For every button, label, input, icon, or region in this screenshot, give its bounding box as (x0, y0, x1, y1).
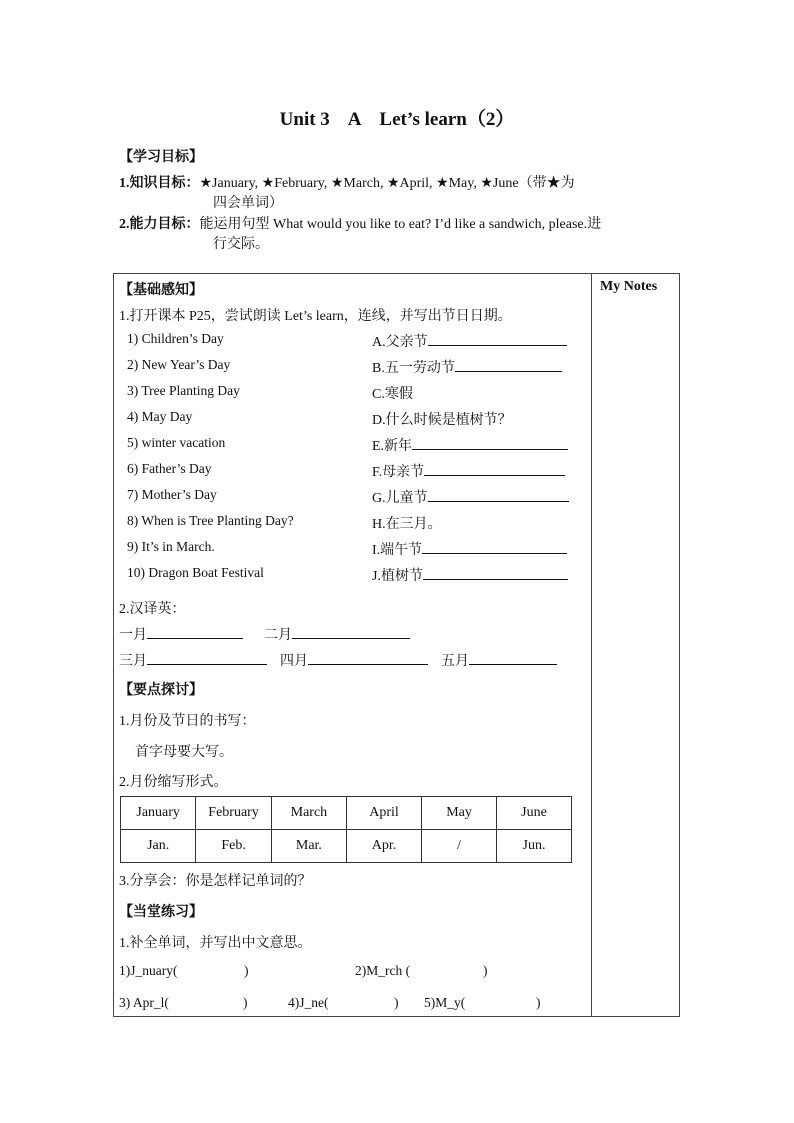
section-key-points-heading: 【要点探讨】 (119, 683, 203, 698)
translate-item: 一月 (119, 624, 243, 644)
table-cell: March (271, 797, 346, 830)
month-abbreviation-table (120, 796, 572, 863)
list-item: 1) Children’s Day (127, 331, 224, 346)
translate-item: 三月 (119, 650, 267, 670)
table-cell: Jan. (121, 830, 196, 863)
table-cell: April (347, 797, 422, 830)
knowledge-goal (119, 172, 575, 192)
answer-blank[interactable] (308, 650, 428, 665)
close-paren: ) (536, 995, 541, 1010)
notes-divider (591, 273, 592, 1017)
list-item: 10) Dragon Boat Festival (127, 565, 264, 580)
knowledge-goal-text: ★January, ★February, ★March, ★April, ★May, ★June（带★为 (199, 176, 575, 191)
list-item: 4) May Day (127, 409, 193, 424)
table-cell: June (497, 797, 572, 830)
knowledge-goal-text-line2: 四会单词） (213, 196, 283, 211)
section-basic-instruction: 1.打开课本 P25，尝试朗读 Let’s learn，连线，并写出节日日期。 (119, 309, 512, 324)
knowledge-goal-label: 1.知识目标： (119, 176, 200, 191)
list-item: J.植树节 (372, 565, 568, 585)
answer-blank[interactable] (469, 650, 557, 665)
answer-blank[interactable] (428, 487, 569, 502)
list-item: H.在三月。 (372, 517, 442, 532)
list-item: 7) Mother’s Day (127, 487, 217, 502)
table-cell: Feb. (196, 830, 271, 863)
list-item: B.五一劳动节 (372, 357, 562, 377)
ability-goal-label: 2.能力目标： (119, 217, 200, 232)
page-title: Unit 3 A Let’s learn（2） (279, 109, 515, 130)
answer-blank[interactable] (428, 331, 567, 346)
ability-goal (119, 213, 601, 233)
practice-item: 2)M_rch ( (355, 963, 411, 978)
key-point-1-detail: 首字母要大写。 (135, 745, 233, 760)
table-cell: Jun. (497, 830, 572, 863)
list-item: F.母亲节 (372, 461, 565, 481)
table-row (121, 797, 572, 830)
list-item: A.父亲节 (372, 331, 567, 351)
list-item: C.寒假 (372, 387, 413, 402)
key-point-3: 3.分享会：你是怎样记单词的？ (119, 874, 312, 889)
close-paren: ) (483, 963, 488, 978)
answer-blank[interactable] (412, 435, 568, 450)
close-paren: ) (244, 963, 249, 978)
my-notes-label: My Notes (600, 279, 658, 294)
list-item: 8) When is Tree Planting Day? (127, 513, 294, 528)
list-item: G.儿童节 (372, 487, 569, 507)
list-item: I.端午节 (372, 539, 567, 559)
ability-goal-text: 能运用句型 What would you like to eat? I’d like a sandwich, please.进 (199, 217, 602, 232)
section-practice-heading: 【当堂练习】 (119, 905, 203, 920)
practice-item: 3) Apr_l( (119, 995, 169, 1010)
list-item: D.什么时候是植树节？ (372, 413, 512, 428)
list-item: 2) New Year’s Day (127, 357, 231, 372)
table-cell: February (196, 797, 271, 830)
answer-blank[interactable] (147, 650, 267, 665)
table-cell: / (422, 830, 497, 863)
answer-blank[interactable] (422, 539, 567, 554)
list-item: 5) winter vacation (127, 435, 226, 450)
translate-heading: 2.汉译英： (119, 602, 186, 617)
table-cell: January (121, 797, 196, 830)
practice-item: 1)J_nuary( (119, 963, 178, 978)
translate-item: 二月 (264, 624, 410, 644)
practice-instruction: 1.补全单词，并写出中文意思。 (119, 936, 312, 951)
answer-blank[interactable] (423, 565, 568, 580)
list-item: 6) Father’s Day (127, 461, 212, 476)
close-paren: ) (243, 995, 248, 1010)
key-point-2: 2.月份缩写形式。 (119, 775, 228, 790)
key-point-1: 1.月份及节日的书写： (119, 714, 256, 729)
practice-item: 4)J_ne( (288, 995, 329, 1010)
table-cell: Apr. (347, 830, 422, 863)
answer-blank[interactable] (455, 357, 562, 372)
list-item: E.新年 (372, 435, 568, 455)
answer-blank[interactable] (147, 624, 243, 639)
practice-item: 5)M_y( (424, 995, 466, 1010)
answer-blank[interactable] (424, 461, 565, 476)
section-basic-heading: 【基础感知】 (119, 283, 203, 298)
ability-goal-text-line2: 行交际。 (213, 237, 269, 252)
translate-item: 四月 (280, 650, 428, 670)
table-cell: Mar. (271, 830, 346, 863)
goals-heading: 【学习目标】 (119, 150, 203, 165)
list-item: 9) It’s in March. (127, 539, 215, 554)
table-cell: May (422, 797, 497, 830)
translate-item: 五月 (441, 650, 557, 670)
close-paren: ) (394, 995, 399, 1010)
answer-blank[interactable] (292, 624, 410, 639)
table-row (121, 830, 572, 863)
list-item: 3) Tree Planting Day (127, 383, 240, 398)
